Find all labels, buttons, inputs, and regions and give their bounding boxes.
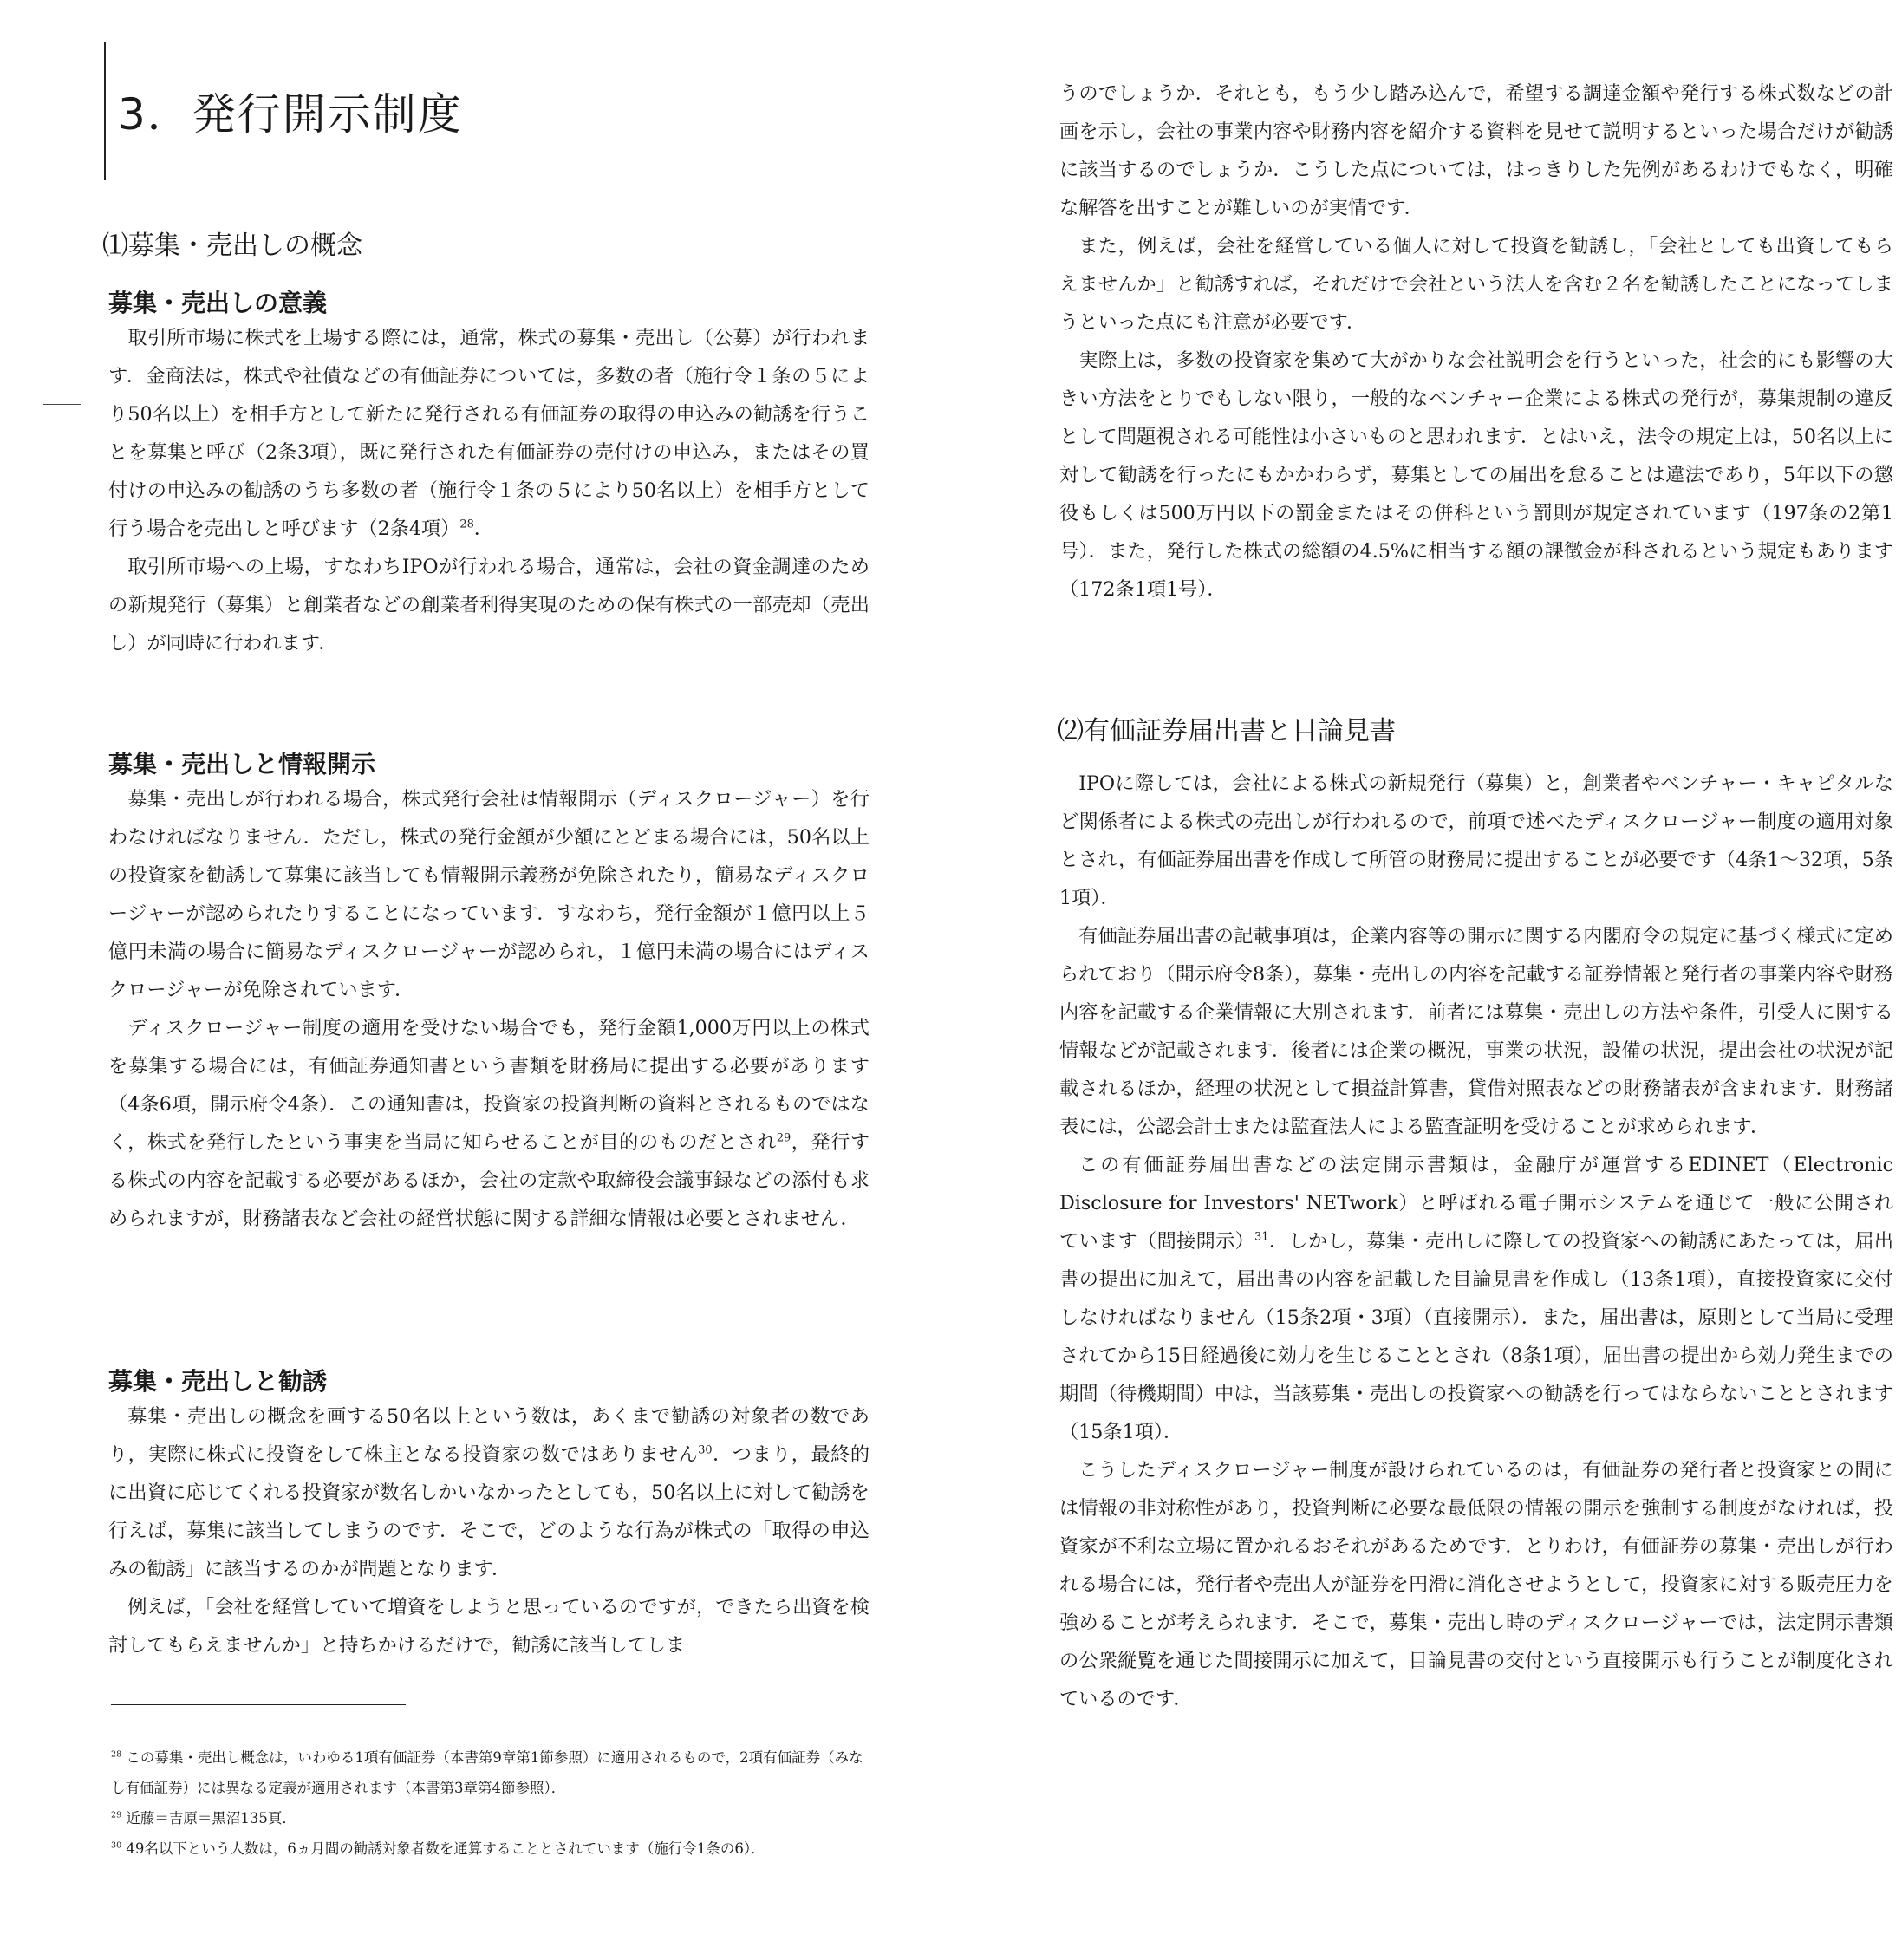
footnote-ref-29[interactable]: 29 (776, 1131, 791, 1145)
chapter-title (104, 42, 463, 180)
footnotes (111, 1742, 877, 1864)
text-block-solicitation (108, 1397, 870, 1664)
subheading-disclosure: 募集・売出しと情報開示 (108, 750, 376, 778)
paragraph: 取引所市場に株式を上場する際には，通常，株式の募集・売出し（公募）が行われます．金商法は，株式や社債などの有価証券については，多数の者（施行令１条の５により50名以上）を相手方として新たに発行される有価証券の取得の申込みの勧誘を行うことを募集と呼び（2条3項），既に発行された有価証券の売付けの申込み，またはその買付けの申込みの勧誘のうち多数の者（施行令１条の５により50名以上）を相手方として行う場合を売出しと呼びます（2条4項）$^{28}$． (108, 327, 870, 540)
paragraph: 募集・売出しの概念を画する50名以上という数は，あくまで勧誘の対象者の数であり，実際に株式に投資をして株主となる投資家の数ではありません$^{30}$．つまり，最終的に出資に応じてくれる投資家が数名しかいなかったとしても，50名以上に対して勧誘を行えば，募集に該当してしまうのです．そこで，どのような行為が株式の「取得の申込みの勧誘」に該当するのかが問題となります． (108, 1405, 870, 1580)
paragraph: 有価証券届出書の記載事項は，企業内容等の開示に関する内閣府令の規定に基づく様式に定められており（開示府令8条），募集・売出しの内容を記載する証券情報と発行者の事業内容や財務内容を記載する企業情報に大別されます．前者には募集・売出しの方法や条件，引受人に関する情報などが記載されます．後者には企業の概況，事業の状況，設備の状況，提出会社の状況が記載されるほか，経理の状況として損益計算書，貸借対照表などの財務諸表が含まれます．財務諸表には，公認会計士または監査法人による監査証明を受けることが求められます． (1059, 925, 1893, 1138)
footnote-28: $^{28}$ この募集・売出し概念は，いわゆる1項有価証券（本書第9章第1節参照）に適用されるもので，2項有価証券（みなし有価証券）には異なる定義が適用されます（本書第3章第4節参照）． (111, 1749, 863, 1796)
text-block-significance (108, 319, 870, 662)
section-title-2: ⑵有価証券届出書と目論見書 (1058, 716, 1396, 746)
subheading-solicitation: 募集・売出しと勧誘 (108, 1367, 328, 1396)
paragraph: こうしたディスクロージャー制度が設けられているのは，有価証券の発行者と投資家との間には情報の非対称性があり，投資判断に必要な最低限の情報の開示を強制する制度がなければ，投資家が不利な立場に置かれるおそれがあるためです．とりわけ，有価証券の募集・売出しが行われる場合には，発行者や売出人が証券を円滑に消化させようとして，投資家に対する販売圧力を強めることが考えられます．そこで，募集・売出し時のディスクロージャーでは，法定開示書類の公衆縦覧を通じた間接開示に加えて，目論見書の交付という直接開示も行うことが制度化されているのです． (1059, 1459, 1893, 1710)
chapter-title-text: 3．発行開示制度 (118, 89, 463, 140)
subheading-significance: 募集・売出しの意義 (108, 289, 328, 317)
text-block-registration (1059, 765, 1893, 1718)
paragraph: ディスクロージャー制度の適用を受けない場合でも，発行金額1,000万円以上の株式を募集する場合には，有価証券通知書という書類を財務局に提出する必要があります（4条6項，開示府令4条）．この通知書は，投資家の投資判断の資料とされるものではなく，株式を発行したという事実を当局に知らせることが目的のものだとされ$^{29}$，発行する株式の内容を記載する必要があるほか，会社の定款や取締役会議事録などの添付も求められますが，財務諸表など会社の経営状態に関する詳細な情報は必要とされません． (108, 1017, 870, 1230)
paragraph: この有価証券届出書などの法定開示書類は，金融庁が運営するEDINET（Electronic Disclosure for Investors' NETwork）と呼ばれる電子開示システムを通じて一般に公開されています（間接開示）$^{31}$．しかし，募集・売出しに際しての投資家への勧誘にあたっては，届出書の提出に加えて，届出書の内容を記載した目論見書を作成し（13条1項），直接投資家に交付しなければなりません（15条2項・3項）（直接開示）．また，届出書は，原則として当局に受理されてから15日経過後に効力を生じることとされ（8条1項），届出書の提出から効力発生までの期間（待機期間）中は，当該募集・売出しの投資家への勧誘を行ってはならないこととされます（15条1項）． (1059, 1154, 1894, 1443)
paragraph: うのでしょうか．それとも，もう少し踏み込んで，希望する調達金額や発行する株式数などの計画を示し，会社の事業内容や財務内容を紹介する資料を見せて説明するといった場合だけが勧誘に該当するのでしょうか．こうした点については，はっきりした先例があるわけでもなく，明確な解答を出すことが難しいのが実情です． (1059, 82, 1893, 219)
footnote-ref-30[interactable]: 30 (698, 1443, 713, 1457)
paragraph: 例えば，「会社を経営していて増資をしようと思っているのですが，できたら出資を検討してもらえませんか」と持ちかけるだけで，勧誘に該当してしま (108, 1596, 870, 1657)
footnote-29: $^{29}$ 近藤＝吉原＝黒沼135頁． (111, 1810, 296, 1827)
footnote-30: $^{30}$ 49名以下という人数は，6ヵ月間の勧誘対象者数を通算することとされています（施行令1条の6）． (111, 1840, 765, 1857)
paragraph: 募集・売出しが行われる場合，株式発行会社は情報開示（ディスクロージャー）を行わなければなりません．ただし，株式の発行金額が少額にとどまる場合には，50名以上の投資家を勧誘して募集に該当しても情報開示義務が免除されたり，簡易なディスクロージャーが認められたりすることになっています．すなわち，発行金額が１億円以上５億円未満の場合に簡易なディスクロージャーが認められ，１億円未満の場合にはディスクロージャーが免除されています． (108, 788, 870, 1001)
right-page (936, 0, 1902, 1960)
section-title-1: ⑴募集・売出しの概念 (102, 231, 362, 261)
paragraph: 取引所市場への上場，すなわちIPOが行われる場合，通常は，会社の資金調達のための新規発行（募集）と創業者などの創業者利得実現のための保有株式の一部売却（売出し）が同時に行われます． (108, 556, 870, 654)
footnote-ref-31[interactable]: 31 (1254, 1230, 1269, 1244)
paragraph: IPOに際しては，会社による株式の新規発行（募集）と，創業者やベンチャー・キャピタルなど関係者による株式の売出しが行われるので，前項で述べたディスクロージャー制度の適用対象とされ，有価証券届出書を作成して所管の財務局に提出することが必要です（4条1〜32項，5条1項）． (1059, 772, 1893, 909)
text-block-solicitation-cont (1059, 75, 1893, 609)
paragraph: また，例えば，会社を経営している個人に対して投資を勧誘し，「会社としても出資してもらえませんか」と勧誘すれば，それだけで会社という法人を含む２名を勧誘したことになってしまうといった点にも注意が必要です． (1059, 235, 1893, 334)
footnote-ref-28[interactable]: 28 (459, 518, 474, 531)
text-block-disclosure (108, 780, 870, 1238)
left-page (0, 0, 893, 1960)
margin-mark (43, 404, 81, 405)
footnote-divider (111, 1704, 406, 1705)
paragraph: 実際上は，多数の投資家を集めて大がかりな会社説明会を行うといった，社会的にも影響の大きい方法をとりでもしない限り，一般的なベンチャー企業による株式の発行が，募集規制の違反として問題視される可能性は小さいものと思われます．とはいえ，法令の規定上は，50名以上に対して勧誘を行ったにもかかわらず，募集としての届出を怠ることは違法であり，5年以下の懲役もしくは500万円以下の罰金またはその併科という罰則が規定されています（197条の2第1号）．また，発行した株式の総額の4.5%に相当する額の課徴金が科されるという規定もあります（172条1項1号）． (1059, 349, 1893, 601)
